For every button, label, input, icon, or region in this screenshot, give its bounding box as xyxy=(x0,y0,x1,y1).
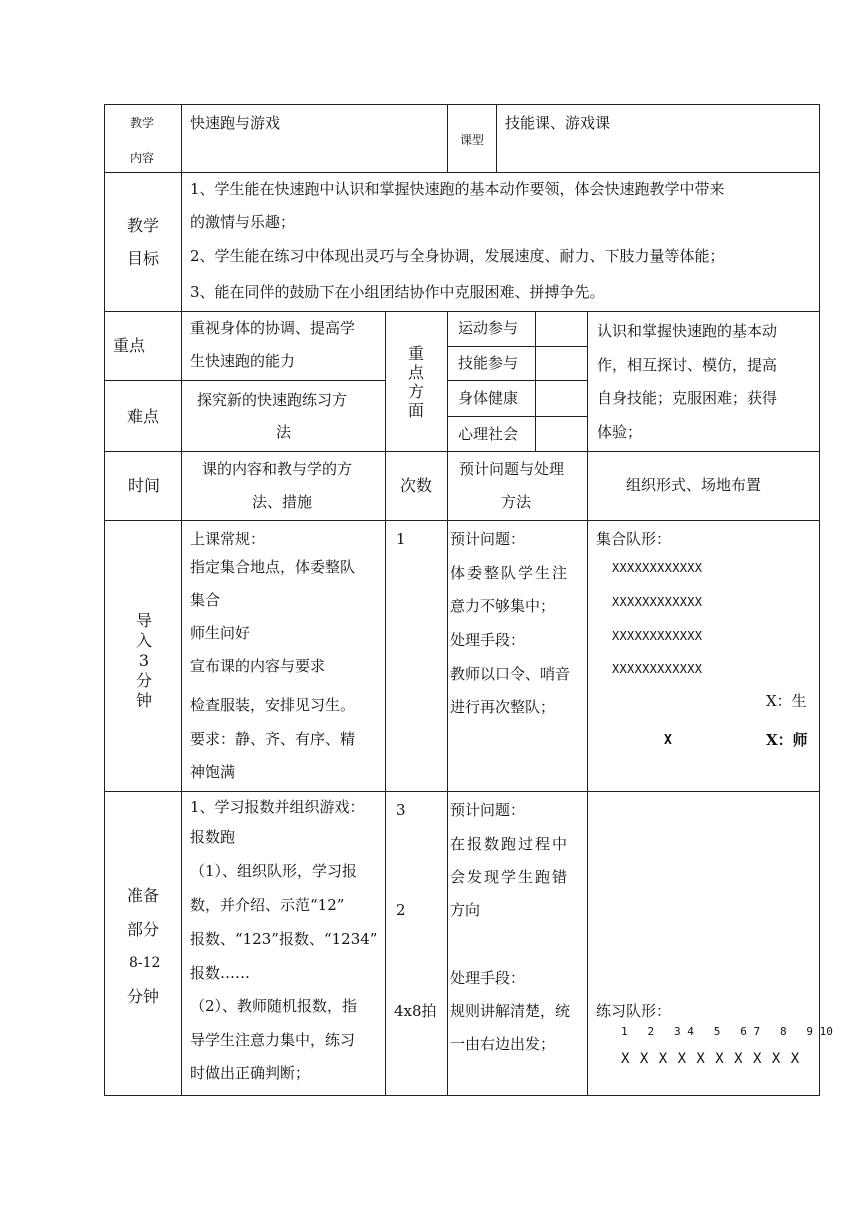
aspect-desc-1: 认识和掌握快速跑的基本动 xyxy=(597,322,778,340)
row2-label-line1: 教学 xyxy=(127,216,160,235)
prep-problem-6: 规则讲解清楚，统 xyxy=(450,1002,571,1020)
prep-count-3: 4x8拍 xyxy=(394,1002,437,1020)
prep-content-3: （1）、组织队形，学习报 xyxy=(190,862,358,880)
row1-type-value: 技能课、游戏课 xyxy=(505,114,611,132)
row1-label-cell xyxy=(104,104,182,173)
aspect-desc-2: 作，相互探讨、模仿，提高 xyxy=(597,356,778,374)
formation-row-1: XXXXXXXXXXXX xyxy=(612,561,703,575)
intro-problem-6: 进行再次整队； xyxy=(450,698,556,716)
header-time-cell xyxy=(104,451,182,521)
header-count: 次数 xyxy=(400,476,433,495)
intro-time-cell xyxy=(104,520,182,792)
header-time: 时间 xyxy=(128,476,161,495)
practice-xs: X X X X X X X X X X xyxy=(621,1051,801,1067)
intro-content-2: 指定集合地点，体委整队 xyxy=(190,558,356,576)
legend-student: X：生 xyxy=(766,692,807,710)
prep-content-5: 报数、“123”报数、“1234” xyxy=(190,930,378,948)
aspect-desc-3: 自身技能；克服困难；获得 xyxy=(597,389,778,407)
key-text-cell xyxy=(181,311,386,381)
intro-content-5: 宣布课的内容与要求 xyxy=(190,657,326,675)
header-org: 组织形式、场地布置 xyxy=(626,476,762,494)
header-count-cell xyxy=(385,451,448,521)
prep-time-2: 部分 xyxy=(127,920,160,939)
prep-content-cell xyxy=(181,791,386,1096)
key-text-2: 生快速跑的能力 xyxy=(190,352,296,370)
header-org-cell xyxy=(587,451,820,521)
goal-line-2: 的激情与乐趣； xyxy=(190,213,296,231)
diff-text-1: 探究新的快速跑练习方 xyxy=(197,391,348,409)
prep-time-1: 准备 xyxy=(127,886,160,905)
prep-count-1: 3 xyxy=(396,801,406,819)
key-label-cell xyxy=(104,311,182,381)
aspect-item-4: 心理社会 xyxy=(458,425,519,443)
aspect-item-4-cell xyxy=(447,416,536,452)
prep-time-4: 分钟 xyxy=(127,987,160,1006)
prep-problem-7: 一由右边出发； xyxy=(450,1035,556,1053)
prep-problem-4: 方向 xyxy=(450,901,481,919)
row1-type-label-cell xyxy=(447,104,497,173)
intro-time-label: 导入3分钟 xyxy=(135,611,152,710)
intro-content-4: 师生问好 xyxy=(190,624,251,642)
header-problem-1: 预计问题与处理 xyxy=(459,460,565,478)
intro-content-3: 集合 xyxy=(190,591,221,609)
row1-label-line2: 内容 xyxy=(130,151,155,165)
key-label: 重点 xyxy=(113,336,146,355)
prep-time-3: 8-12 xyxy=(129,955,161,971)
prep-count-cell xyxy=(385,791,448,1096)
aspect-item-1: 运动参与 xyxy=(458,319,519,337)
intro-content-cell xyxy=(181,520,386,792)
aspect-item-2: 技能参与 xyxy=(458,354,519,372)
aspect-label: 重点方面 xyxy=(408,344,425,420)
row1-content: 快速跑与游戏 xyxy=(190,114,281,132)
prep-time-cell xyxy=(104,791,182,1096)
intro-problem-1: 预计问题： xyxy=(450,530,526,548)
prep-content-2: 报数跑 xyxy=(190,828,236,846)
row1-content-cell xyxy=(181,104,448,173)
intro-content-6: 检查服装，安排见习生。 xyxy=(190,696,356,714)
aspect-label-cell xyxy=(385,311,448,452)
intro-org-cell xyxy=(587,520,820,792)
prep-org-title: 练习队形： xyxy=(596,1002,672,1020)
aspect-item-3: 身体健康 xyxy=(458,389,519,407)
prep-org-cell xyxy=(587,791,833,1096)
goal-line-1: 1、学生能在快速跑中认识和掌握快速跑的基本动作要领，体会快速跑教学中带来 xyxy=(190,180,725,198)
aspect-check-2 xyxy=(535,346,588,381)
intro-org-title: 集合队形： xyxy=(596,530,672,548)
aspect-check-1 xyxy=(535,311,588,347)
header-problem-cell xyxy=(447,451,588,521)
header-problem-2: 方法 xyxy=(501,493,532,511)
diff-text-cell xyxy=(181,380,386,452)
practice-numbers: 1 2 3 4 5 6 7 8 9 10 xyxy=(621,1025,833,1038)
legend-teacher: X：师 xyxy=(766,731,808,749)
prep-content-1: 1、学习报数并组织游戏： xyxy=(190,798,365,816)
diff-text-2: 法 xyxy=(276,423,292,441)
intro-count-cell xyxy=(385,520,448,792)
prep-content-6: 报数…… xyxy=(190,964,251,982)
row2-label-cell xyxy=(104,172,182,312)
aspect-check-4 xyxy=(535,416,588,452)
aspect-description-cell xyxy=(587,311,820,452)
diff-label: 难点 xyxy=(127,407,160,426)
prep-count-2: 2 xyxy=(396,901,406,919)
intro-problem-4: 处理手段： xyxy=(450,631,526,649)
intro-problem-cell xyxy=(447,520,588,792)
teacher-mark: X xyxy=(664,733,672,748)
intro-content-8: 神饱满 xyxy=(190,763,236,781)
prep-problem-5: 处理手段： xyxy=(450,969,526,987)
intro-content-7: 要求：静、齐、有序、精 xyxy=(190,730,356,748)
diff-label-cell xyxy=(104,380,182,452)
intro-count: 1 xyxy=(396,530,406,548)
formation-row-4: XXXXXXXXXXXX xyxy=(612,662,703,676)
row2-label-line2: 目标 xyxy=(127,249,160,268)
prep-problem-cell xyxy=(447,791,588,1096)
prep-problem-1: 预计问题： xyxy=(450,801,526,819)
prep-content-8: 导学生注意力集中，练习 xyxy=(190,1031,356,1049)
header-content-2: 法、措施 xyxy=(252,493,313,511)
prep-problem-2: 在报数跑过程中 xyxy=(450,835,570,853)
prep-content-9: 时做出正确判断； xyxy=(190,1064,311,1082)
prep-content-4: 数，并介绍、示范“12” xyxy=(190,896,345,914)
goal-line-4: 3、能在同伴的鼓励下在小组团结协作中克服困难、拼搏争先。 xyxy=(190,283,605,301)
row1-type-label: 课型 xyxy=(460,133,485,147)
prep-content-7: （2）、教师随机报数，指 xyxy=(190,997,358,1015)
intro-problem-3: 意力不够集中； xyxy=(450,597,556,615)
aspect-desc-4: 体验； xyxy=(597,423,643,441)
header-content-cell xyxy=(181,451,386,521)
aspect-check-3 xyxy=(535,380,588,417)
row1-label-line1: 教学 xyxy=(130,116,155,130)
header-content-1: 课的内容和教与学的方 xyxy=(202,460,353,478)
aspect-item-1-cell xyxy=(447,311,536,347)
formation-row-2: XXXXXXXXXXXX xyxy=(612,595,703,609)
row2-goals-cell xyxy=(181,172,820,312)
intro-content-1: 上课常规： xyxy=(190,530,266,548)
goal-line-3: 2、学生能在练习中体现出灵巧与全身协调，发展速度、耐力、下肢力量等体能； xyxy=(190,247,725,265)
aspect-item-2-cell xyxy=(447,346,536,381)
row1-type-value-cell xyxy=(496,104,820,173)
formation-row-3: XXXXXXXXXXXX xyxy=(612,629,703,643)
key-text-1: 重视身体的协调、提高学 xyxy=(190,319,356,337)
intro-problem-2: 体委整队学生注 xyxy=(450,564,570,582)
prep-problem-3: 会发现学生跑错 xyxy=(450,868,570,886)
aspect-item-3-cell xyxy=(447,380,536,417)
intro-problem-5: 教师以口令、哨音 xyxy=(450,665,571,683)
